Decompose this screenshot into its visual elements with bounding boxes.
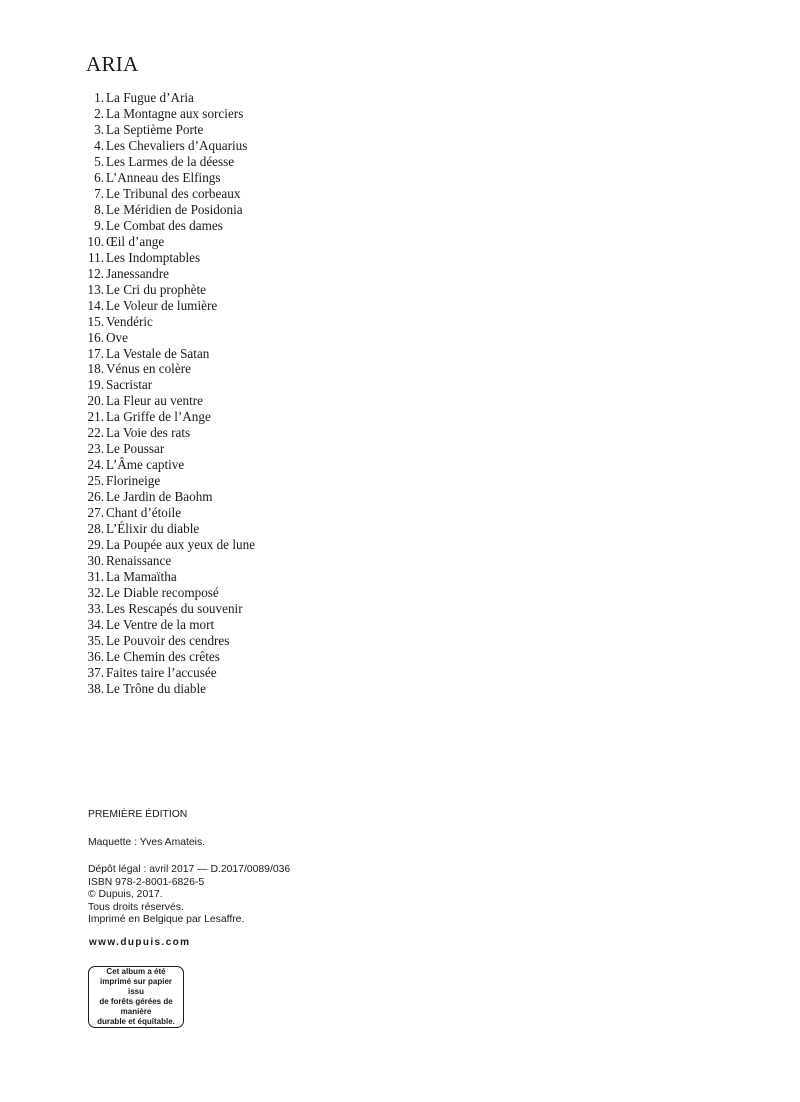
album-number: 2. <box>94 105 104 121</box>
album-list-item <box>86 489 255 505</box>
album-number: 13. <box>87 281 104 297</box>
album-title: Œil d’ange <box>106 233 165 249</box>
album-number: 33. <box>87 601 104 616</box>
album-number: 15. <box>87 313 104 329</box>
album-title: Ove <box>106 329 128 345</box>
album-title: Le Jardin de Baohm <box>106 489 213 505</box>
album-list-item <box>86 553 255 569</box>
paper-notice-line: durable et équitable. <box>97 1017 175 1026</box>
album-list-item <box>86 601 255 617</box>
album-title: Le Chemin des crêtes <box>106 648 220 664</box>
album-number: 32. <box>87 585 104 601</box>
website-link[interactable]: www.dupuis.com <box>89 937 191 948</box>
album-list-item <box>86 505 255 521</box>
album-title: La Montagne aux sorciers <box>106 105 244 121</box>
album-list-item <box>86 122 255 138</box>
album-number: 12. <box>87 265 104 281</box>
album-number: 28. <box>87 521 104 537</box>
album-title: Chant d’étoile <box>106 505 182 521</box>
album-number: 22. <box>87 425 104 441</box>
album-number: 36. <box>87 648 104 664</box>
album-number: 9. <box>94 217 104 233</box>
album-number: 24. <box>87 457 104 473</box>
album-title: Le Combat des dames <box>106 217 223 233</box>
album-title: Le Poussar <box>106 441 165 457</box>
album-title: Le Trône du diable <box>106 680 206 696</box>
printer-notice: Imprimé en Belgique par Lesaffre. <box>88 914 245 925</box>
album-number: 11. <box>88 249 104 265</box>
paper-notice-line: imprimé sur papier issu <box>99 977 173 996</box>
album-number: 7. <box>94 185 104 201</box>
album-list-item <box>86 473 255 489</box>
album-title: La Fugue d’Aria <box>106 90 194 105</box>
album-number: 14. <box>87 297 104 313</box>
album-title: Le Voleur de lumière <box>106 297 218 313</box>
album-number: 8. <box>94 201 104 217</box>
album-number: 30. <box>87 553 104 569</box>
album-list-item <box>86 393 255 409</box>
album-number: 5. <box>94 153 104 169</box>
album-title: Le Méridien de Posidonia <box>106 201 243 217</box>
album-list-item <box>86 298 255 314</box>
album-list-item <box>86 409 255 425</box>
album-list-item <box>86 330 255 346</box>
album-list-item <box>86 537 255 553</box>
album-list-item <box>86 234 255 250</box>
legal-block <box>88 864 290 927</box>
album-list-item <box>86 186 255 202</box>
album-list-item <box>86 266 255 282</box>
paper-notice-line: de forêts gérées de <box>99 997 173 1006</box>
album-title: La Poupée aux yeux de lune <box>106 537 256 553</box>
album-list-item <box>86 441 255 457</box>
album-number: 16. <box>87 329 104 345</box>
paper-notice-line: manière <box>120 1007 152 1016</box>
album-number: 35. <box>87 632 104 648</box>
paper-notice-line: Cet album a été <box>106 967 166 976</box>
edition-label: PREMIÈRE ÉDITION <box>88 809 188 820</box>
album-list-item <box>86 282 255 298</box>
album-number: 29. <box>87 537 104 553</box>
album-list-item <box>86 649 255 665</box>
paper-notice-text <box>91 967 181 1027</box>
album-number: 17. <box>87 345 104 361</box>
album-list-item <box>86 250 255 266</box>
album-number: 1. <box>94 90 104 105</box>
album-title: Les Indomptables <box>106 249 201 265</box>
album-title: Sacristar <box>106 377 153 393</box>
copyright: © Dupuis, 2017. <box>88 889 163 900</box>
album-number: 23. <box>87 441 104 457</box>
album-list-item <box>86 377 255 393</box>
album-number: 4. <box>94 137 104 153</box>
album-title: Vénus en colère <box>106 361 191 377</box>
album-number: 10. <box>87 233 104 249</box>
album-list-item <box>86 457 255 473</box>
album-list-item <box>86 314 255 330</box>
album-list-item <box>86 425 255 441</box>
rights-notice: Tous droits réservés. <box>88 901 184 913</box>
album-title: Renaissance <box>106 553 172 569</box>
album-number: 31. <box>87 569 104 585</box>
album-title: Les Chevaliers d’Aquarius <box>106 137 248 153</box>
album-number: 27. <box>87 505 104 521</box>
album-list-item <box>86 665 255 681</box>
layout-credit: Maquette : Yves Amateis. <box>88 837 206 848</box>
album-title: L’Élixir du diable <box>106 521 200 537</box>
album-title: La Septième Porte <box>106 121 204 137</box>
album-title: La Vestale de Satan <box>106 345 210 361</box>
isbn: ISBN 978-2-8001-6826-5 <box>88 876 205 888</box>
legal-deposit: Dépôt légal : avril 2017 — D.2017/0089/036 <box>88 864 291 875</box>
album-title: Le Cri du prophète <box>106 281 206 297</box>
album-title: La Voie des rats <box>106 425 191 441</box>
album-number: 6. <box>94 169 104 185</box>
album-list <box>86 90 255 697</box>
album-list-item <box>86 170 255 186</box>
album-number: 34. <box>87 616 104 632</box>
series-title: ARIA <box>86 52 139 76</box>
album-number: 25. <box>87 473 104 489</box>
album-list-item <box>86 138 255 154</box>
album-list-item <box>86 154 255 170</box>
album-number: 18. <box>87 361 104 377</box>
album-title: Le Tribunal des corbeaux <box>106 185 241 201</box>
album-title: Le Ventre de la mort <box>106 616 215 632</box>
album-title: Le Pouvoir des cendres <box>106 632 230 648</box>
album-list-item <box>86 585 255 601</box>
album-title: Vendéric <box>106 313 153 329</box>
album-list-item <box>86 361 255 377</box>
album-number: 37. <box>87 664 104 680</box>
album-number: 21. <box>87 409 104 425</box>
album-number: 19. <box>87 377 104 393</box>
album-list-item <box>86 106 255 122</box>
album-list-item <box>86 633 255 649</box>
album-number: 3. <box>94 121 104 137</box>
album-title: L’Âme captive <box>106 457 185 473</box>
album-list-item <box>86 202 255 218</box>
album-title: Les Larmes de la déesse <box>106 153 235 169</box>
album-title: Janessandre <box>106 265 169 281</box>
album-list-item <box>86 569 255 585</box>
album-list-item <box>86 90 255 106</box>
paper-notice-box <box>88 966 184 1028</box>
album-title: La Griffe de l’Ange <box>106 409 211 425</box>
album-list-item <box>86 346 255 362</box>
album-number: 20. <box>87 393 104 409</box>
album-title: Les Rescapés du souvenir <box>106 601 243 616</box>
album-list-item <box>86 521 255 537</box>
album-list-item <box>86 617 255 633</box>
album-title: Florineige <box>106 473 161 489</box>
album-title: Le Diable recomposé <box>106 585 219 601</box>
album-title: L’Anneau des Elfings <box>106 169 221 185</box>
album-list-item <box>86 218 255 234</box>
album-list-item <box>86 681 255 697</box>
album-number: 26. <box>87 489 104 505</box>
album-title: La Fleur au ventre <box>106 393 204 409</box>
album-title: La Mamaïtha <box>106 569 177 585</box>
album-number: 38. <box>87 680 104 696</box>
album-title: Faites taire l’accusée <box>106 664 217 680</box>
